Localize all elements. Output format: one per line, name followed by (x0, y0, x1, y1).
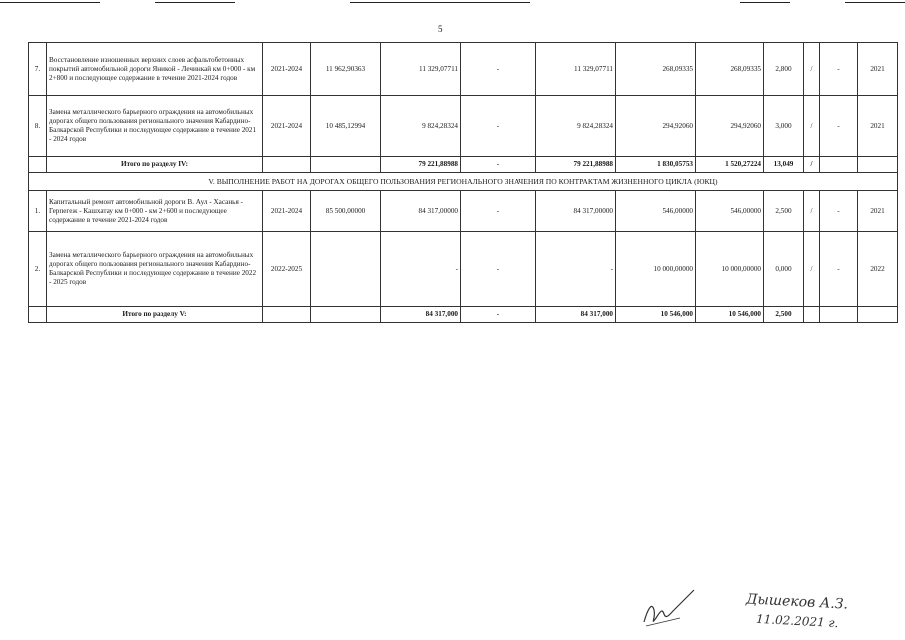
work-period: 2021-2024 (263, 96, 311, 157)
row-number: 1. (29, 191, 47, 232)
total-value: 84 317,000 (536, 307, 616, 323)
cell-value: 84 317,00000 (381, 191, 461, 232)
work-name: Капитальный ремонт автомобильной дороги В. Аул - Хасанья - Герпегеж - Кашхатау км 0+000 - км 2+600 и последующее содержание в течение 2021-2024 годов (47, 191, 263, 232)
page-number: 5 (438, 24, 443, 34)
section-title: V. ВЫПОЛНЕНИЕ РАБОТ НА ДОРОГАХ ОБЩЕГО ПОЛЬЗОВАНИЯ РЕГИОНАЛЬНОГО ЗНАЧЕНИЯ ПО КОНТРАКТАМ ЖИЗНЕННОГО ЦИКЛА (ЮКЦ) (29, 173, 898, 191)
cell-value: 10 000,00000 (616, 232, 696, 307)
cell-value: 11 329,07711 (381, 43, 461, 96)
work-name: Замена металлического барьерного ограждения на автомобильных дорогах общего пользования регионального значения Кабардино-Балкарской Республики и последующее содержание в течение 2021 - 2024 годов (47, 96, 263, 157)
total-value: 79 221,88988 (536, 157, 616, 173)
cell-value: - (381, 232, 461, 307)
cell-year: 2022 (858, 232, 898, 307)
total-value: 10 546,000 (616, 307, 696, 323)
total-label: Итого по разделу V: (47, 307, 263, 323)
total-value: - (461, 157, 536, 173)
total-value: 1 520,27224 (696, 157, 764, 173)
cell-value: 9 824,28324 (381, 96, 461, 157)
cell-value: 294,92060 (696, 96, 764, 157)
top-rule (0, 2, 100, 3)
handwritten-name: Дышеков А.З. (745, 591, 849, 613)
total-value: 10 546,000 (696, 307, 764, 323)
work-period: 2021-2024 (263, 191, 311, 232)
cell-value: 268,09335 (616, 43, 696, 96)
cell-value: - (820, 191, 858, 232)
handwritten-date: 11.02.2021 г. (755, 611, 839, 631)
cell-value (311, 232, 381, 307)
table-row (29, 43, 898, 96)
cell-value: 294,92060 (616, 96, 696, 157)
cell-value: 2,500 (764, 191, 804, 232)
cell-value: 11 329,07711 (536, 43, 616, 96)
total-label: Итого по разделу IV: (47, 157, 263, 173)
cell-year: 2021 (858, 191, 898, 232)
cell-value: 84 317,00000 (536, 191, 616, 232)
cell-year: 2021 (858, 96, 898, 157)
top-rule (845, 2, 905, 3)
cell-value: 2,800 (764, 43, 804, 96)
row-number: 7. (29, 43, 47, 96)
total-value: 2,500 (764, 307, 804, 323)
cell-value: / (804, 232, 820, 307)
cell-value: - (461, 96, 536, 157)
work-period: 2021-2024 (263, 43, 311, 96)
row-number: 8. (29, 96, 47, 157)
top-rule (155, 2, 235, 3)
cell-value: - (461, 232, 536, 307)
cell-value: - (536, 232, 616, 307)
cell-value: - (820, 43, 858, 96)
cell-value: 85 500,00000 (311, 191, 381, 232)
cell-value: 268,09335 (696, 43, 764, 96)
total-value: 79 221,88988 (381, 157, 461, 173)
cell-value: 546,00000 (696, 191, 764, 232)
cell-value: / (804, 191, 820, 232)
cell-value: 11 962,90363 (311, 43, 381, 96)
total-value: - (461, 307, 536, 323)
cell-value: - (461, 43, 536, 96)
section-total-row (29, 157, 898, 173)
cell-value: / (804, 43, 820, 96)
top-rule (350, 2, 530, 3)
table-row (29, 191, 898, 232)
cell-value: 0,000 (764, 232, 804, 307)
cell-value: 10 000,00000 (696, 232, 764, 307)
section-total-row (29, 307, 898, 323)
total-value: 1 830,05753 (616, 157, 696, 173)
top-rule (740, 2, 790, 3)
total-value: / (804, 157, 820, 173)
row-number: 2. (29, 232, 47, 307)
cell-value: 3,000 (764, 96, 804, 157)
cell-value: - (820, 96, 858, 157)
cell-value: 9 824,28324 (536, 96, 616, 157)
work-name: Замена металлического барьерного ограждения на автомобильных дорогах общего пользования регионального значения Кабардино-Балкарской Республики и последующее содержание в течение 2022 - 2025 годов (47, 232, 263, 307)
total-value: 13,049 (764, 157, 804, 173)
cell-value: 546,00000 (616, 191, 696, 232)
cell-year: 2021 (858, 43, 898, 96)
program-table (28, 42, 898, 323)
work-name: Восстановление изношенных верхних слоев асфальтобетонных покрытий автомобильной дороги Яникой - Лечинкай км 0+000 - км 2+800 и последующее содержание в течение 2021-2024 годов (47, 43, 263, 96)
signature-scribble (640, 588, 700, 630)
cell-value: / (804, 96, 820, 157)
cell-value: - (461, 191, 536, 232)
cell-value: 10 485,12994 (311, 96, 381, 157)
total-value: 84 317,000 (381, 307, 461, 323)
section-heading-row (29, 173, 898, 191)
work-period: 2022-2025 (263, 232, 311, 307)
table-row (29, 232, 898, 307)
table-row (29, 96, 898, 157)
cell-value: - (820, 232, 858, 307)
